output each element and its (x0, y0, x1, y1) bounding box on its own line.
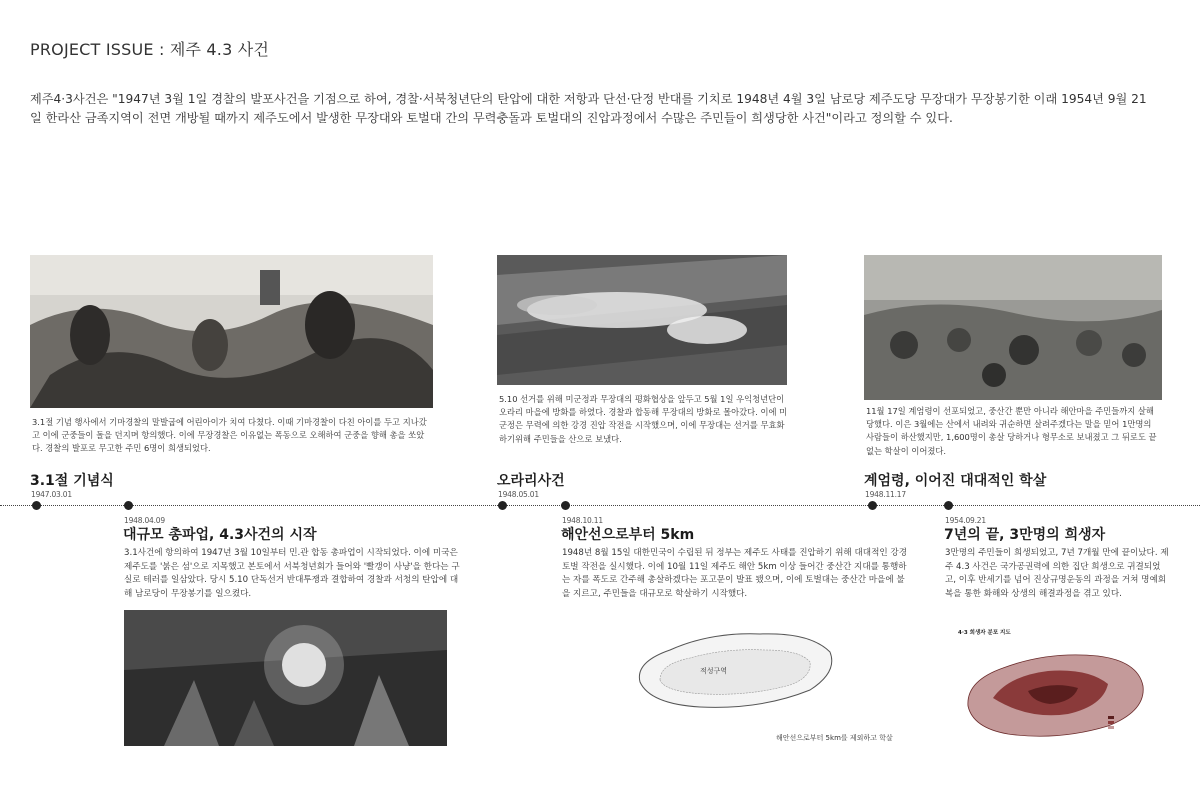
photo-martial-law (864, 255, 1162, 400)
timeline-dot (561, 501, 570, 510)
casualty-distribution-map (958, 636, 1150, 746)
timeline-dot (944, 501, 953, 510)
event-date-orari-incident: 1948.05.01 (498, 490, 539, 499)
event-title-end: 7년의 끝, 3만명의 희생자 (944, 527, 1106, 543)
event-title-general-strike: 대규모 총파업, 4.3사건의 시작 (123, 527, 317, 543)
caption-march-first-ceremony: 3.1절 기념 행사에서 기마경찰의 말발굽에 어린아이가 치여 다쳤다. 이때 기마경찰이 다친 아이를 두고 지나갔고 이에 군중들이 돌을 던지며 항의했다. 이에 무장경찰은 이유없는 폭동으로 오해하여 군중을 향해 총을 쏘았다. 경찰의 발포로 무고한 주민 6명이 희생되었다. (32, 417, 427, 454)
intro-paragraph: 제주4·3사건은 "1947년 3월 1일 경찰의 발포사건을 기점으로 하여, 경찰·서북청년단의 탄압에 대한 저항과 단선·단정 반대를 기치로 1948년 4월 3일 남로당 제주도당 무장대가 무장봉기한 이래 1954년 9월 21일 한라산 금족지역이 전면 개방될 때까지 제주도에서 발생한 무장대와 토벌대 간의 무력충돌과 토벌대의 진압과정에서 수많은 주민들이 희생당한 사건"이라고 정의할 수 있다. (30, 92, 1147, 125)
timeline-line (0, 505, 1200, 506)
timeline-dot (32, 501, 41, 510)
caption-martial-law: 11월 17일 계엄령이 선포되었고, 중산간 뿐만 아니라 해안마을 주민들까지 살해 당했다. 이은 3월에는 산에서 내려와 귀순하면 살려주겠다는 말을 믿어 1만명의 사람들이 하산했지만, 1,600명이 총살 당하거나 형무소로 보내졌고 그 뒤로도 끝없는 학살이 이어졌다. (866, 406, 1157, 456)
timeline-dot (498, 501, 507, 510)
timeline-dot (124, 501, 133, 510)
event-title-march-first-ceremony: 3.1절 기념식 (30, 473, 114, 489)
event-title-coastline: 해안선으로부터 5km (561, 527, 695, 543)
photo-orari-incident (497, 255, 787, 385)
event-title-martial-law: 계엄령, 이어진 대대적인 학살 (864, 473, 1047, 489)
desc-coastline: 1948년 8월 15일 대한민국이 수립된 뒤 정부는 제주도 사태를 진압하기 위해 대대적인 강경 토벌 작전을 실시했다. 이에 10월 11일 제주도 해안 5km 이상 들어간 중산간 지대를 통행하는 자를 폭도로 간주해 총살하겠다는 포고문이 발표 됐으며, 이에 토벌대는 중산간 마을에 불을 지르고, 주민들을 대규모로 학살하기 시작했다. (562, 548, 908, 599)
event-date-coastline: 1948.10.11 (562, 516, 603, 525)
desc-general-strike: 3.1사건에 항의하여 1947년 3월 10일부터 민.관 합동 총파업이 시작되었다. 이에 미국은 제주도를 '붉은 섬'으로 지목했고 본토에서 서북청년회가 들어와 '빨갱이 사냥'을 한다는 구실로 테러를 일삼았다. 당시 5.10 단독선거 반대투쟁과 결합하여 경찰과 서청의 탄압에 대해 남로당이 무장봉기를 일으켰다. (124, 548, 460, 599)
photo-march-first-ceremony (30, 255, 433, 408)
desc-end: 3만명의 주민들이 희생되었고, 7년 7개월 만에 끝이났다. 제주 4.3 사건은 국가공권력에 의한 집단 희생으로 귀결되었고, 이후 반세기를 넘어 진상규명운동의 과정을 거쳐 명예회복을 통한 화해와 상생의 해결과정을 겪고 있다. (945, 548, 1169, 599)
map-zone-label: 적성구역 (700, 667, 728, 675)
casualty-map-title: 4·3 희생자 분포 지도 (958, 630, 1011, 636)
photo-general-strike (124, 610, 447, 746)
event-date-march-first-ceremony: 1947.03.01 (31, 490, 72, 499)
event-date-end: 1954.09.21 (945, 516, 986, 525)
page-title: PROJECT ISSUE : 제주 4.3 사건 (30, 40, 270, 59)
event-title-orari-incident: 오라리사건 (497, 473, 565, 489)
timeline-dot (868, 501, 877, 510)
event-date-martial-law: 1948.11.17 (865, 490, 906, 499)
map-caption-coastline: 해안선으로부터 5km를 제외하고 학살 (776, 734, 893, 742)
jeju-map-coastline (630, 622, 840, 714)
event-date-general-strike: 1948.04.09 (124, 516, 165, 525)
caption-orari-incident: 5.10 선거를 위해 미군정과 무장대의 평화협상을 앞두고 5월 1일 우익청년단이 오라리 마을에 방화를 하였다. 경찰과 합동해 무장대의 방화로 몰아갔다. 이에 미군정은 무력에 의한 강경 진압 작전을 시작했으며, 이에 무장대는 선거를 무효화하기위해 주민들을 산으로 보냈다. (499, 394, 788, 444)
